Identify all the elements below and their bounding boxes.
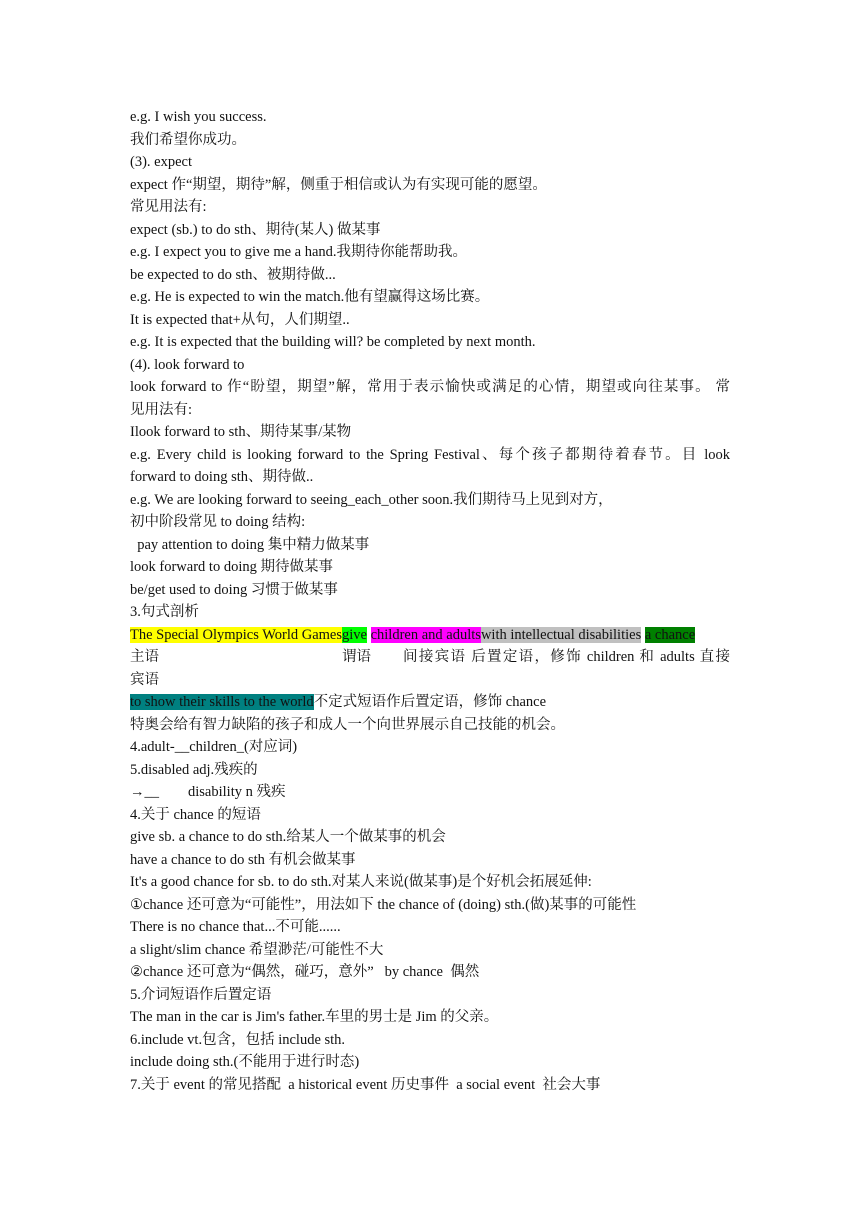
infinitive-highlight: to show their skills to the world — [130, 694, 314, 710]
text-line: e.g. I expect you to give me a hand.我期待你能帮助我。 — [130, 244, 468, 260]
text-line: 初中阶段常见 to doing 结构: — [130, 514, 306, 530]
text-line: e.g. He is expected to win the match.他有望赢得这场比赛。 — [130, 289, 490, 305]
text-line: expect (sb.) to do sth、期待(某人) 做某事 — [130, 221, 381, 238]
text-line: 见用法有: — [130, 401, 193, 418]
section-heading: 6.include vt.包含，包括 include sth. — [130, 1031, 346, 1048]
text-line: It's a good chance for sb. to do sth.对某人来说(做某事)是个好机会拓展延伸: — [130, 874, 592, 890]
grammar-label-wrap: 宾语 — [130, 671, 159, 688]
label-verb: 谓语 — [342, 649, 371, 665]
text-line: Ilook forward to sth、期待某事/某物 — [130, 424, 352, 440]
text-line: expect 作“期望，期待”解，侧重于相信或认为有实现可能的愿望。 — [130, 176, 547, 193]
verb-highlight: give — [342, 626, 367, 643]
text-line: ②chance 还可意为“偶然，碰巧，意外” by chance 偶然 — [130, 964, 480, 980]
text-line: 我们希望你成功。 — [130, 131, 246, 148]
text-line: a slight/slim chance 希望渺茫/可能性不大 — [130, 941, 384, 958]
text-line: include doing sth.(不能用于进行时态) — [130, 1054, 360, 1070]
text-line: 5.disabled adj.残疾的 — [130, 761, 258, 778]
text-line: 常见用法有: — [130, 199, 207, 215]
infinitive-note: 不定式短语作后置定语，修饰 chance — [313, 694, 547, 710]
text-line: It is expected that+从句，人们期望.. — [130, 311, 350, 328]
text-line: →__ disability n 残疾 — [130, 784, 286, 800]
text-line: be expected to do sth、被期待做... — [130, 266, 336, 283]
text-line: The man in the car is Jim's father.车里的男士是 Jim 的父亲。 — [130, 1009, 499, 1025]
modifier-highlight: with intellectual disabilities — [480, 626, 642, 643]
text-line: forward to doing sth、期待做.. — [130, 469, 314, 485]
text-line: 特奥会给有智力缺陷的孩子和成人一个向世界展示自己技能的机会。 — [130, 716, 565, 733]
grammar-labels — [130, 646, 730, 669]
infinitive-line — [130, 691, 730, 714]
section-heading: 7.关于 event 的常见搭配 a historical event 历史事件 a social event 社会大事 — [130, 1076, 601, 1093]
text-line: look forward to 作“盼望，期望”解，常用于表示愉快或满足的心情，期望或向往某事。 常 — [130, 379, 730, 395]
section-heading: (3). expect — [130, 154, 192, 170]
text-line: give sb. a chance to do sth.给某人一个做某事的机会 — [130, 829, 446, 845]
text-line: There is no chance that...不可能...... — [130, 919, 341, 935]
text-line: e.g. We are looking forward to seeing_each_other soon.我们期待马上见到对方， — [130, 491, 613, 508]
text-line: have a chance to do sth 有机会做某事 — [130, 851, 356, 868]
text-line: be/get used to doing 习惯于做某事 — [130, 581, 338, 598]
section-heading: 4.关于 chance 的短语 — [130, 806, 261, 823]
label-rest: 间接宾语 后置定语，修饰 children 和 adults 直接 — [403, 649, 730, 665]
direct-object-highlight: a chance — [644, 626, 696, 643]
document-body — [130, 106, 730, 1096]
section-heading: (4). look forward to — [130, 356, 245, 373]
text-line: e.g. It is expected that the building will? be completed by next month. — [130, 334, 536, 350]
text-line: e.g. Every child is looking forward to the Spring Festival、每个孩子都期待着春节。目 look — [130, 446, 730, 463]
text-line: ①chance 还可意为“可能性”，用法如下 the chance of (doing) sth.(做)某事的可能性 — [130, 896, 637, 913]
text-line: look forward to doing 期待做某事 — [130, 559, 333, 575]
section-heading: 5.介词短语作后置定语 — [130, 986, 272, 1003]
subject-highlight: The Special Olympics World Games — [130, 626, 342, 643]
text-line: e.g. I wish you success. — [130, 109, 267, 125]
indirect-object-highlight: children and adults — [370, 626, 481, 643]
section-heading: 3.句式剖析 — [130, 604, 199, 620]
label-subject: 主语 — [130, 649, 159, 665]
text-line: 4.adult-__children_(对应词) — [130, 739, 298, 755]
sentence-analysis — [130, 624, 730, 647]
text-line: pay attention to doing 集中精力做某事 — [130, 536, 370, 553]
